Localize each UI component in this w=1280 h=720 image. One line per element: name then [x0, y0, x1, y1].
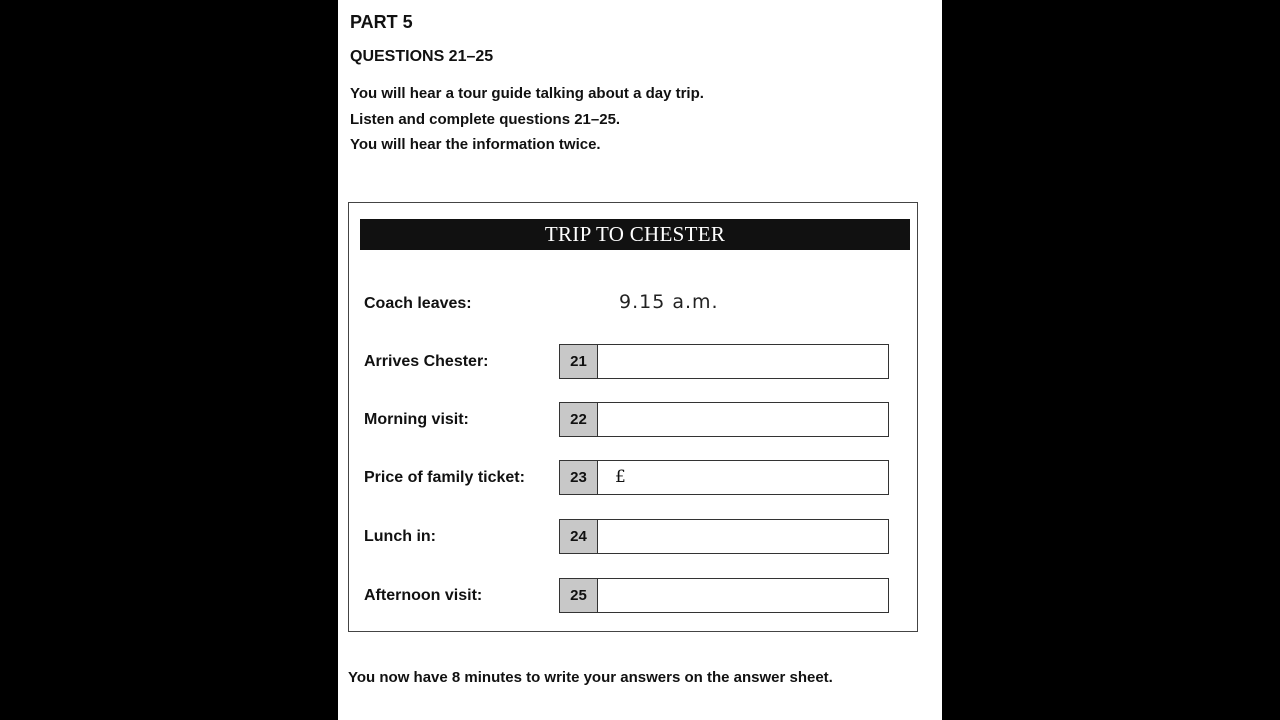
questions-title: QUESTIONS 21–25 — [350, 48, 494, 65]
exam-page — [338, 0, 942, 720]
question-number-22: 22 — [560, 403, 598, 436]
morning-visit-label: Morning visit: — [364, 411, 469, 428]
question-number-25: 25 — [560, 579, 598, 612]
lunch-in-label: Lunch in: — [364, 528, 436, 545]
answer-field-23[interactable] — [559, 460, 889, 495]
coach-leaves-label: Coach leaves: — [364, 295, 472, 312]
afternoon-visit-label: Afternoon visit: — [364, 587, 483, 604]
form-title-banner: TRIP TO CHESTER — [360, 219, 910, 250]
coach-leaves-value: 9.15 a.m. — [619, 291, 719, 313]
trip-form — [348, 202, 918, 632]
part-title: PART 5 — [350, 12, 413, 32]
answer-field-22[interactable] — [559, 402, 889, 437]
question-number-21: 21 — [560, 345, 598, 378]
answer-field-25[interactable] — [559, 578, 889, 613]
answer-field-21[interactable] — [559, 344, 889, 379]
family-ticket-price-label: Price of family ticket: — [364, 469, 525, 486]
question-number-24: 24 — [560, 520, 598, 553]
instruction-line-1: You will hear a tour guide talking about a day trip. — [350, 85, 704, 102]
question-number-23: 23 — [560, 461, 598, 494]
instruction-line-3: You will hear the information twice. — [350, 136, 601, 153]
pound-sign-prefix: £ — [615, 467, 626, 487]
arrives-chester-label: Arrives Chester: — [364, 353, 489, 370]
instruction-line-2: Listen and complete questions 21–25. — [350, 111, 621, 128]
answer-field-24[interactable] — [559, 519, 889, 554]
footer-note: You now have 8 minutes to write your answers on the answer sheet. — [348, 669, 833, 686]
